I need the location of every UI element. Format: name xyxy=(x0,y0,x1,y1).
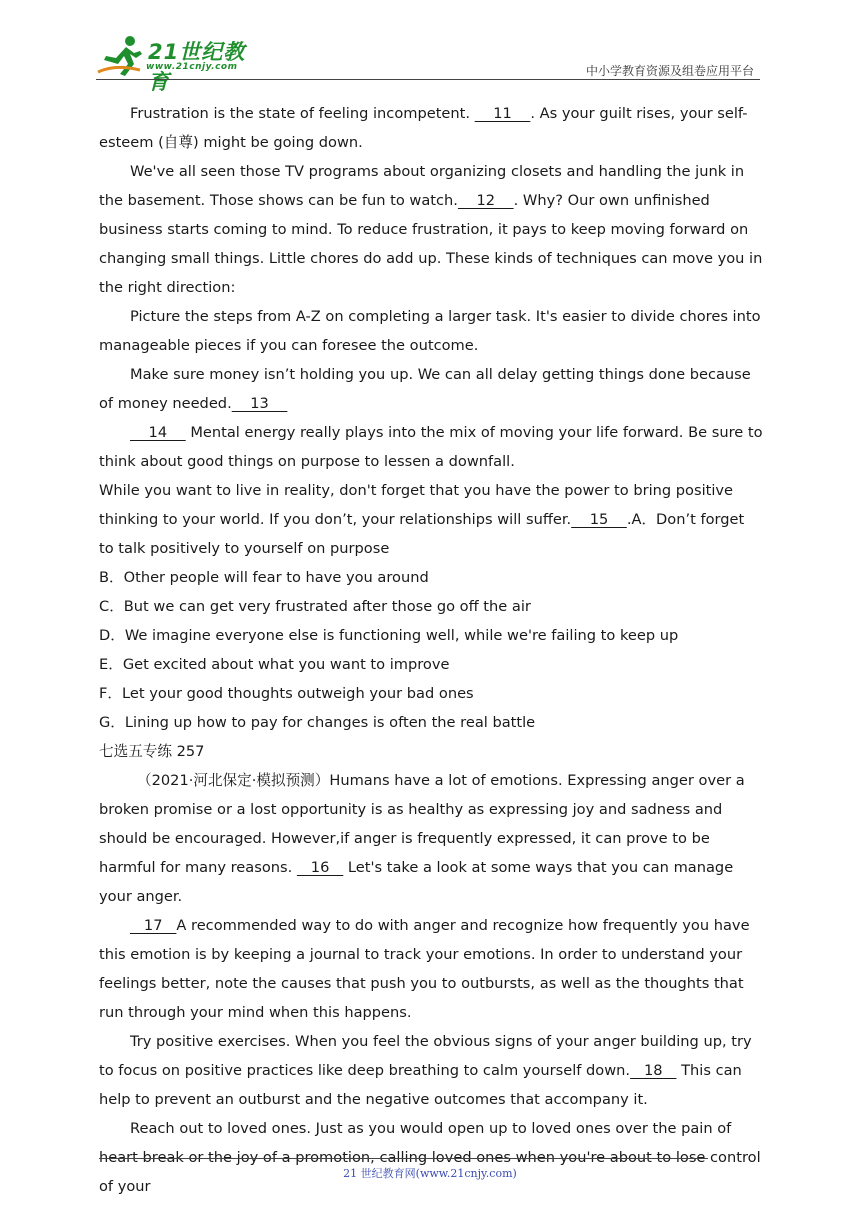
blank-18: 18 xyxy=(630,1062,677,1079)
paragraph xyxy=(99,418,763,476)
text: Make sure money isn’t holding you up. We can all delay getting things done because of money needed. xyxy=(99,366,751,412)
text: . Why? Our own unfinished business starts coming to mind. To reduce frustration, it pays to keep moving forward on changing small things. Little chores do add up. These kinds of techniques can move you in the right direction: xyxy=(99,192,763,296)
text: .A．Don’t forget to talk positively to yourself on purpose xyxy=(99,511,745,557)
text: Let's take a look at some ways that you can manage your anger. xyxy=(99,859,734,905)
option-g: G．Lining up how to pay for changes is often the real battle xyxy=(99,714,536,731)
page-header xyxy=(96,30,760,94)
blank-17: 17 xyxy=(130,917,177,934)
document-body xyxy=(99,99,763,1201)
paragraph xyxy=(99,360,763,418)
section-title: 七选五专练 257 xyxy=(99,743,205,760)
page-footer: 21 世纪教育网(www.21cnjy.com) xyxy=(343,1167,517,1180)
paragraph xyxy=(99,766,763,911)
text: While you want to live in reality, don't forget that you have the power to bring positive thinking to your world. If you don’t, your relationships will suffer. xyxy=(99,482,734,528)
footer-divider xyxy=(99,1158,708,1159)
blank-16: 16 xyxy=(296,859,344,876)
paragraph xyxy=(99,157,763,302)
option-f: F．Let your good thoughts outweigh your bad ones xyxy=(99,685,474,702)
header-divider xyxy=(96,79,760,80)
text: Try positive exercises. When you feel the obvious signs of your anger building up, try to focus on positive practices like deep breathing to calm yourself down. xyxy=(99,1033,752,1079)
logo-text: 21世纪教育 xyxy=(148,40,246,94)
logo-url: www.21cnjy.com xyxy=(146,62,238,72)
text: Frustration is the state of feeling incompetent. xyxy=(130,105,475,122)
blank-15: 15 xyxy=(571,511,627,528)
paragraph: Reach out to loved ones. Just as you would open up to loved ones over the pain of heart break or the joy of a promotion, calling loved ones when you're about to lose control of your xyxy=(99,1120,761,1195)
text: A recommended way to do with anger and recognize how frequently you have this emotion is by keeping a journal to track your emotions. In order to understand your feelings better, note the causes that push you to outbursts, as well as the thoughts that run through your mind when this happens. xyxy=(99,917,750,1021)
blank-14: 14 xyxy=(130,424,186,441)
site-logo xyxy=(96,34,266,94)
text: This can help to prevent an outburst and the negative outcomes that accompany it. xyxy=(99,1062,742,1108)
runner-icon xyxy=(96,34,148,78)
paragraph xyxy=(99,99,763,157)
paragraph xyxy=(99,911,763,1027)
paragraph xyxy=(99,476,763,563)
option-c: C．But we can get very frustrated after those go off the air xyxy=(99,598,531,615)
paragraph: Picture the steps from A-Z on completing a larger task. It's easier to divide chores into manageable pieces if you can foresee the outcome. xyxy=(99,308,761,354)
blank-13: 13 xyxy=(231,395,288,412)
option-b: B．Other people will fear to have you around xyxy=(99,569,429,586)
option-e: E．Get excited about what you want to improve xyxy=(99,656,450,673)
blank-11: 11 xyxy=(474,105,531,122)
text: We've all seen those TV programs about organizing closets and handling the junk in the basement. Those shows can be fun to watch. xyxy=(99,163,745,209)
blank-12: 12 xyxy=(457,192,514,209)
text: （2021·河北保定·模拟预测）Humans have a lot of emotions. Expressing anger over a broken promise or a lost opportunity is as healthy as expressing joy and sadness and should be encouraged. However,if anger is frequently expressed, it can prove to be harmful for many reasons. xyxy=(99,772,745,876)
text: Mental energy really plays into the mix of moving your life forward. Be sure to think about good things on purpose to lessen a downfall. xyxy=(99,424,763,470)
option-d: D．We imagine everyone else is functioning well, while we're failing to keep up xyxy=(99,627,679,644)
platform-label: 中小学教育资源及组卷应用平台 xyxy=(585,64,754,78)
text: . As your guilt rises, your self-esteem (自尊) might be going down. xyxy=(99,105,748,151)
paragraph xyxy=(99,1027,763,1114)
